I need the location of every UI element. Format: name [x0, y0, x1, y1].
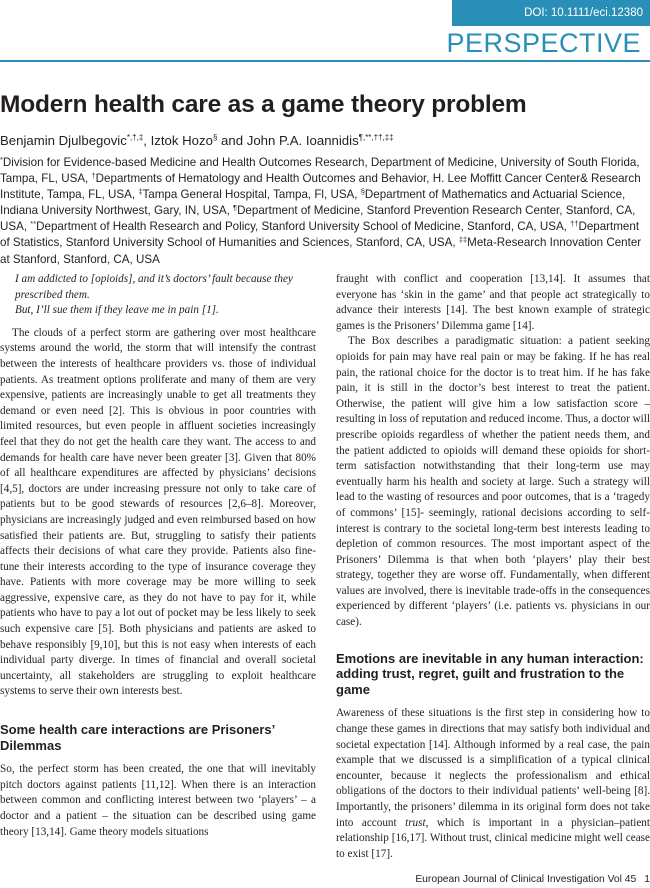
epigraph	[0, 272, 316, 319]
journal-info: European Journal of Clinical Investigation Vol 45	[415, 874, 637, 885]
affiliation-mark: ‡	[138, 187, 143, 197]
affiliations	[0, 155, 650, 268]
body-paragraph: So, the perfect storm has been created, the one that will inevitably pitch doctors against patients [11,12]. When there is an interaction between common and conflicting interest between two ‘players’ – a doctor and a patient – the situation can be described using game theory [13,14]. Game theory models situations	[0, 763, 316, 838]
author-marks: §	[212, 133, 218, 142]
affiliation-mark: ¶	[233, 203, 238, 213]
body-paragraph: The clouds of a perfect storm are gathering over most healthcare systems around the world, the storm that will intensify the contrast between the interests of healthcare providers vs. those of individual patients. As treatment options proliferate and many of them are very expensive, patients are increasingly unable to get all treatments they demand or even need [2]. This is obvious in poor countries with limited resources, but even people in affluent societies increasingly feel that they do not get the health care they want. The access to and demands for health care have never been greater [3]. Given that 80% of all healthcare expenditures are affected by physicians’ decisions [4,5], doctors are under increasing pressure not only to take care of patients but to be good stewards of resources [2,6–8]. Moreover, physicians are increasingly judged and even reimbursed based on how satisfied their patients are. But, struggling to satisfy their patients affects their decisions of what care they provide. Patients also fine-tune their interests according to the type of insurance coverage they have. Patients with more coverage may be more willing to seek aggressive, expensive care, as they do not have to pay for it, while patients who have to pay a lot out of pocket may be less likely to seek such expensive care [5]. Both physicians and patients are asked to behave responsibly [9,10], but this is not easy when interests of each individual party diverge. In times of financial and overall societal uncertainty, all stakeholders are struggling to exploit healthcare systems to serve their own interests best.	[0, 326, 316, 698]
affiliation-mark: §	[360, 187, 365, 197]
page-number: 1	[644, 874, 650, 885]
article-title: Modern health care as a game theory problem	[0, 91, 527, 118]
affiliation-mark: **	[30, 219, 37, 229]
section-label: PERSPECTIVE	[446, 28, 641, 58]
author-list	[0, 132, 650, 150]
affiliation-text: Departments of Hematology and Health Outcomes and Behavior, H. Lee Moffitt Cancer Center& Research Institute, Tampa, FL, USA,	[0, 172, 641, 202]
doi-text: DOI: 10.1111/eci.12380	[524, 7, 643, 19]
affiliation-mark: ‡‡	[458, 235, 468, 245]
author-name: John P.A. Ioannidis	[246, 133, 359, 148]
section-heading: Some health care interactions are Prisoners’ Dilemmas	[0, 722, 275, 753]
body-paragraph: fraught with conflict and cooperation [13,14]. It assumes that everyone has ‘skin in the game’ and that people act strategically to advance their interests [14]. The best known example of strategic games is the Prisoners’ Dilemma game [14].	[336, 273, 650, 332]
author-marks: ¶,**,††,‡‡	[358, 133, 394, 142]
page-footer	[415, 872, 650, 888]
author-separator: ,	[143, 133, 151, 148]
affiliation-text: Meta-Research Innovation Center at Stanford, Stanford, CA, USA	[0, 236, 642, 266]
author-name: Benjamin Djulbegovic	[0, 133, 127, 148]
spacer	[336, 631, 650, 651]
affiliation-text: Department of Mathematics and Actuarial Science, Indiana University Northwest, Gary, IN, USA,	[0, 188, 626, 218]
header-rule	[0, 60, 650, 62]
author-separator: and	[217, 133, 247, 148]
body-paragraph	[336, 706, 650, 862]
affiliation-mark: *	[0, 155, 3, 164]
affiliation-text: Department of Statistics, Stanford University School of Humanities and Sciences, Stanford, CA, USA,	[0, 220, 640, 250]
right-column	[336, 272, 650, 862]
section-heading: Emotions are inevitable in any human interaction: adding trust, regret, guilt and frustration to the game	[336, 650, 644, 697]
spacer	[0, 753, 316, 762]
affiliation-text: Department of Medicine, Stanford Prevention Research Center, Stanford, CA, USA,	[0, 204, 636, 234]
affiliation-mark: ††	[570, 219, 579, 229]
doi-banner	[452, 0, 650, 26]
author-name: Iztok Hozo	[150, 133, 213, 148]
body-paragraph: The Box describes a paradigmatic situation: a patient seeking opioids for pain may have real pain or may be faking. If he has real pain, the rational choice for the doctor is to treat him. If he has fake pain, it is still in the doctor’s best interest to treat the patient. Otherwise, the patient will give him a low satisfaction score – resulting in loss of reputation and reduced income. Thus, a doctor will prescribe opioids regardless of whether the patient needs them, and the patient addicted to opioids will demand these opioids for short-term satisfaction notwithstanding that their long-term use may eventually harm his health and society at large. Such a strategy will lead to the wasting of resources and poor outcomes, that is a ‘tragedy of commons’ [15]- seemingly, rational decisions according to self-interest is contrary to the societal long-term best interests leading to depletion of common resources. The most important aspect of the Prisoners’ Dilemma is that when both ‘players’ play their best strategy, together they are worse off. Fundamentally, when different values are involved, there is inevitable trade-offs in the consequences experienced by different ‘players’ (i.e. patients vs. physicians in our case).	[336, 335, 650, 629]
epigraph-line: I am addicted to [opioids], and it’s doctors’ fault because they prescribed them.	[15, 273, 293, 301]
spacer	[336, 697, 650, 706]
author-marks: *,†,‡	[126, 133, 144, 142]
affiliation-text: Tampa General Hospital, Tampa, Fl, USA,	[142, 188, 361, 202]
left-column	[0, 272, 316, 840]
emphasis-text: trust	[405, 816, 426, 829]
paragraph-text: Awareness of these situations is the first step in considering how to change these games in directions that may satisfy both individual and societal expectation [14]. Although informed by a real case, the pain example that we discussed is a simplification of a typical clinical encounter, because it neglects the professionalism and ethical obligations of the doctors to their individual patients’ well-being [8]. Importantly, the prisoners’ dilemma in its original form does not take into account	[336, 707, 650, 829]
affiliation-text: Division for Evidence-based Medicine and Health Outcomes Research, Department of Medicine, University of South Florida, Tampa, FL, USA,	[0, 156, 640, 186]
spacer	[0, 700, 316, 722]
affiliation-text: Department of Health Research and Policy, Stanford University School of Medicine, Stanford, CA, USA,	[36, 220, 571, 234]
affiliation-mark: †	[91, 171, 96, 181]
paragraph-text: , which is important in a physician–patient relationship [16,17]. Without trust, clinical medicine might well cease to exist [17].	[336, 816, 650, 860]
epigraph-line: But, I’ll sue them if they leave me in pain [1].	[15, 304, 219, 317]
